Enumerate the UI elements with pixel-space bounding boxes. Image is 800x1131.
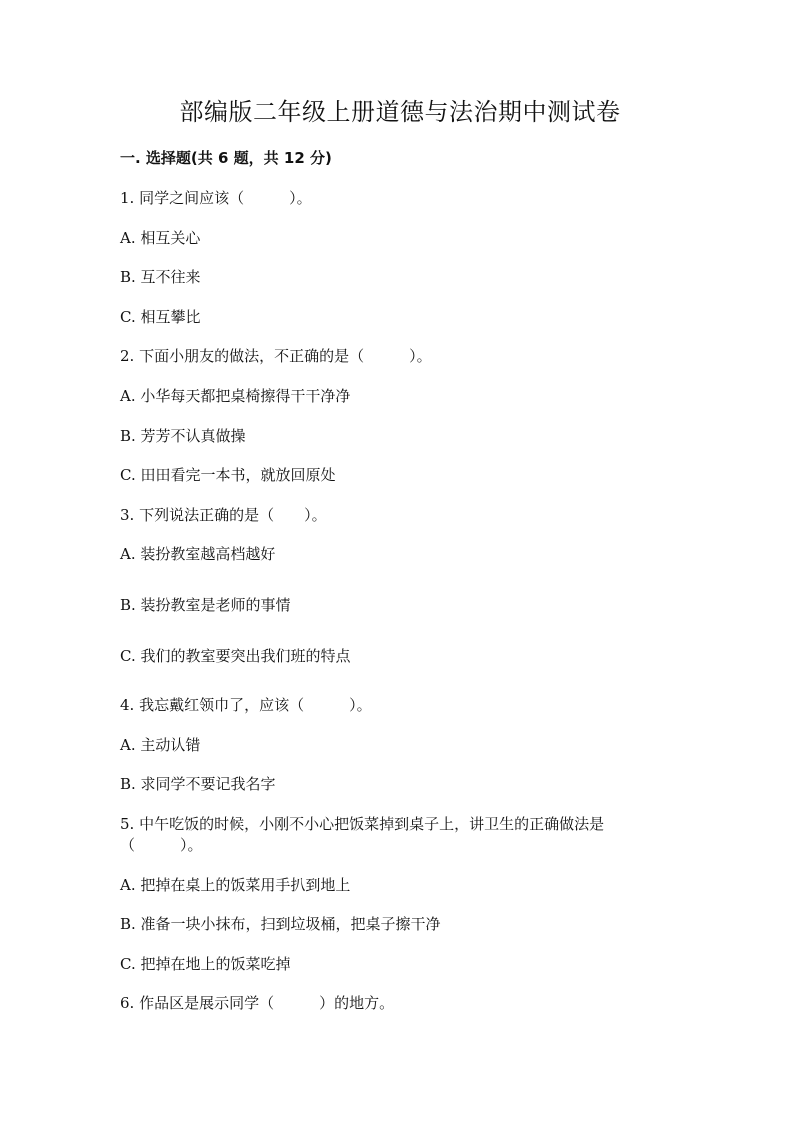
question-6-stem: 6. 作品区是展示同学（ ）的地方。	[120, 994, 395, 1012]
question-3-option-a: A. 装扮教室越高档越好	[120, 545, 276, 563]
question-3-stem: 3. 下列说法正确的是（ ）。	[120, 506, 327, 524]
question-4-option-b: B. 求同学不要记我名字	[120, 775, 276, 793]
question-4-option-a: A. 主动认错	[120, 736, 201, 754]
question-2-option-a: A. 小华每天都把桌椅擦得干干净净	[120, 387, 351, 405]
question-2-stem: 2. 下面小朋友的做法，不正确的是（ ）。	[120, 347, 432, 365]
question-5-option-a: A. 把掉在桌上的饭菜用手扒到地上	[120, 876, 351, 894]
question-3-option-c: C. 我们的教室要突出我们班的特点	[120, 647, 351, 665]
question-5-option-b: B. 准备一块小抹布，扫到垃圾桶，把桌子擦干净	[120, 915, 441, 933]
question-2-option-b: B. 芳芳不认真做操	[120, 427, 246, 445]
question-5-stem-line-1: 5. 中午吃饭的时候，小刚不小心把饭菜掉到桌子上，讲卫生的正确做法是	[120, 815, 605, 833]
question-5-stem-line-2: （ ）。	[120, 836, 203, 854]
question-1-option-c: C. 相互攀比	[120, 308, 201, 326]
question-5-option-c: C. 把掉在地上的饭菜吃掉	[120, 955, 291, 973]
question-3-option-b: B. 装扮教室是老师的事情	[120, 596, 291, 614]
question-1-option-b: B. 互不往来	[120, 268, 201, 286]
question-1-option-a: A. 相互关心	[120, 229, 201, 247]
section-heading: 一. 选择题(共 6 题，共 12 分)	[120, 149, 332, 167]
question-4-stem: 4. 我忘戴红领巾了，应该（ ）。	[120, 696, 372, 714]
question-1-stem: 1. 同学之间应该（ ）。	[120, 189, 312, 207]
question-2-option-c: C. 田田看完一本书，就放回原处	[120, 466, 336, 484]
page-title: 部编版二年级上册道德与法治期中测试卷	[179, 98, 621, 126]
